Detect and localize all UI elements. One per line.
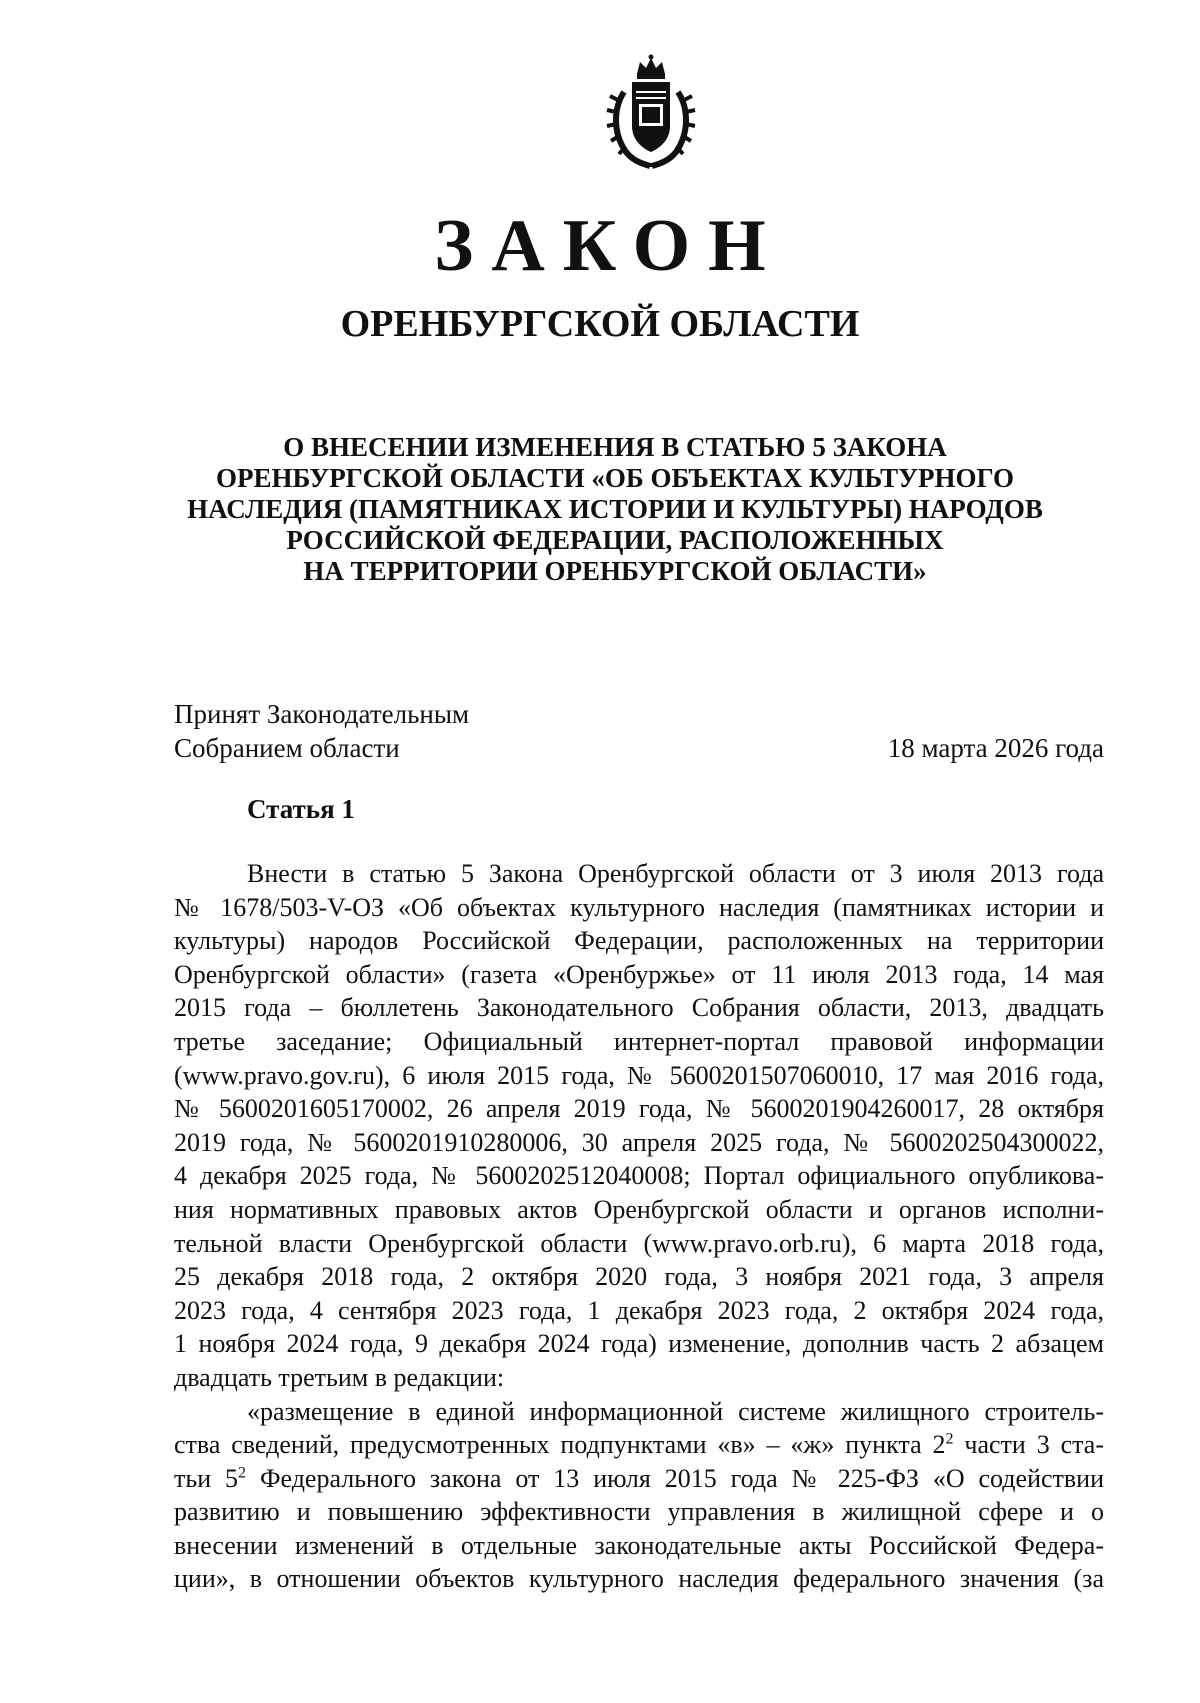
heading-line: НА ТЕРРИТОРИИ ОРЕНБУРГСКОЙ ОБЛАСТИ» [303, 556, 927, 586]
heading-line: НАСЛЕДИЯ (ПАМЯТНИКАХ ИСТОРИИ И КУЛЬТУРЫ) НАРОДОВ [187, 494, 1043, 524]
adoption-date: 18 марта 2026 года [887, 733, 1104, 763]
text-line: ния нормативных правовых актов Оренбургской области и органов исполни- [174, 1194, 1104, 1224]
document-heading [150, 432, 1080, 587]
text-segment: части 3 ста- [953, 1430, 1104, 1460]
text-line: двадцать третьим в редакции: [174, 1362, 505, 1392]
text-segment: тьи 5 [174, 1463, 239, 1493]
article-body [174, 857, 1104, 1596]
law-title: ЗАКОН [434, 205, 784, 287]
adoption-block [174, 697, 1104, 765]
text-line: третье заседание; Официальный интернет-портал правовой информации [174, 1026, 1104, 1056]
text-line: 4 декабря 2025 года, № 5600202512040008; Портал официального опубликова- [174, 1161, 1104, 1191]
text-line: 2019 года, № 5600201910280006, 30 апреля 2025 года, № 5600202504300022, [174, 1127, 1104, 1157]
text-line: 2023 года, 4 сентября 2023 года, 1 декабря 2023 года, 2 октября 2024 года, [174, 1295, 1104, 1325]
text-line: Внести в статью 5 Закона Оренбургской области от 3 июля 2013 года [247, 859, 1104, 888]
heading-line: ОРЕНБУРГСКОЙ ОБЛАСТИ «ОБ ОБЪЕКТАХ КУЛЬТУРНОГО [215, 463, 1015, 493]
article-title: Статья 1 [247, 794, 355, 824]
text-segment: ства сведений, предусмотренных подпунктами «в» – «ж» пункта 2 [174, 1430, 946, 1460]
text-segment: Федерального закона от 13 июля 2015 года № 225-ФЗ «О содействии [246, 1463, 1104, 1493]
text-line: культуры) народов Российской Федерации, расположенных на территории [174, 926, 1104, 956]
adoption-line: Собранием области [174, 733, 400, 763]
text-line [174, 1462, 1104, 1496]
law-subtitle: ОРЕНБУРГСКОЙ ОБЛАСТИ [340, 303, 860, 345]
adoption-row [174, 731, 1104, 765]
text-line: 25 декабря 2018 года, 2 октября 2020 года, 3 ноября 2021 года, 3 апреля [174, 1262, 1104, 1292]
heading-line: РОССИЙСКОЙ ФЕДЕРАЦИИ, РАСПОЛОЖЕННЫХ [286, 525, 944, 555]
text-line: ции», в отношении объектов культурного наследия федерального значения (за [174, 1564, 1104, 1594]
text-line: № 1678/503-V-ОЗ «Об объектах культурного наследия (памятниках истории и [174, 892, 1104, 922]
superscript: 2 [945, 1430, 954, 1448]
text-line: Оренбургской области» (газета «Оренбуржье» от 11 июля 2013 года, 14 мая [174, 959, 1104, 989]
text-line: (www.pravo.gov.ru), 6 июля 2015 года, № 5600201507060010, 17 мая 2016 года, [174, 1060, 1104, 1090]
superscript: 2 [238, 1464, 247, 1482]
text-line: тельной власти Оренбургской области (www.pravo.orb.ru), 6 марта 2018 года, [174, 1228, 1104, 1258]
text-line: № 5600201605170002, 26 апреля 2019 года, № 5600201904260017, 28 октября [174, 1094, 1104, 1124]
text-line: «размещение в единой информационной системе жилищного строитель- [247, 1396, 1104, 1426]
text-line: 2015 года – бюллетень Законодательного Собрания области, 2013, двадцать [174, 993, 1104, 1023]
text-line: развитию и повышению эффективности управления в жилищной сфере и о [174, 1497, 1104, 1527]
text-line [174, 1428, 1104, 1462]
heading-line: О ВНЕСЕНИИ ИЗМЕНЕНИЯ В СТАТЬЮ 5 ЗАКОНА [283, 432, 947, 462]
text-line: внесении изменений в отдельные законодательные акты Российской Федера- [174, 1530, 1104, 1560]
adoption-line: Принят Законодательным [174, 699, 470, 729]
text-line: 1 ноября 2024 года, 9 декабря 2024 года) изменение, дополнив часть 2 абзацем [174, 1329, 1104, 1359]
orenburg-coat-of-arms-icon [604, 52, 698, 172]
